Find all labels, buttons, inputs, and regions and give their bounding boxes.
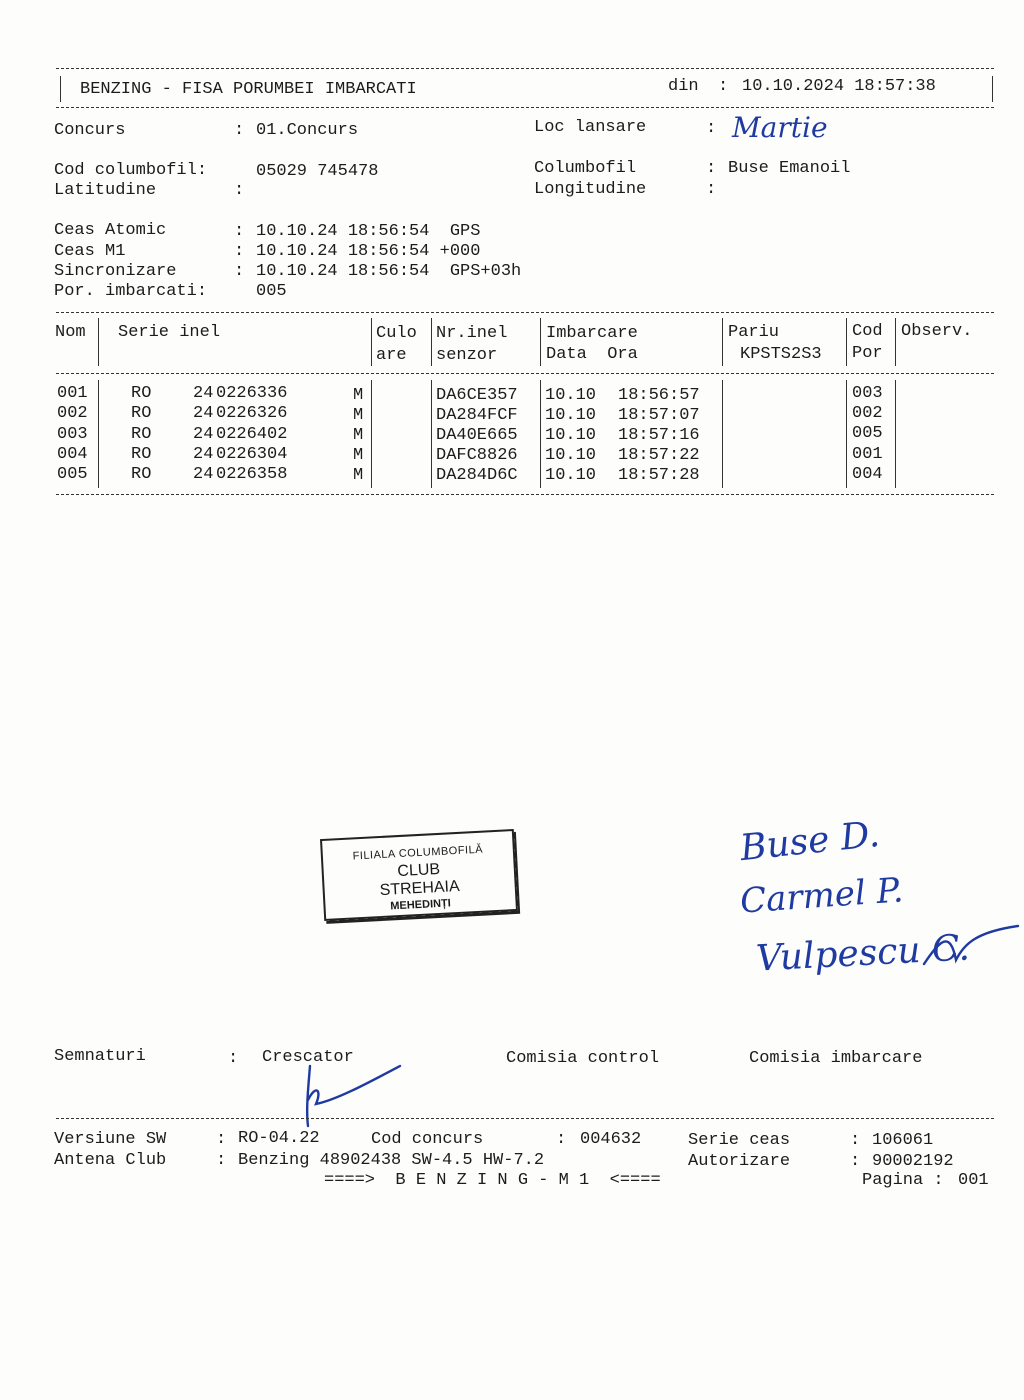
row-nom: 004 xyxy=(57,445,88,464)
versiune-value: RO-04.22 xyxy=(238,1129,320,1148)
header-nom: Nom xyxy=(55,323,86,342)
row-sex: M xyxy=(353,466,364,485)
loc-lansare-label: Loc lansare xyxy=(534,118,647,137)
cod-concurs-label: Cod concurs xyxy=(371,1130,484,1149)
col-sep xyxy=(722,318,723,366)
versiune-label: Versiune SW xyxy=(54,1130,167,1149)
row-data: 10.10 xyxy=(545,446,597,465)
serie-ceas-label: Serie ceas xyxy=(688,1131,791,1150)
header-bottom-border xyxy=(56,107,994,108)
row-cod: 004 xyxy=(852,465,883,484)
row-tara: RO xyxy=(131,445,152,464)
antena-value: Benzing 48902438 SW-4.5 HW-7.2 xyxy=(238,1151,545,1170)
cod-concurs-value: 004632 xyxy=(580,1130,642,1149)
row-an: 24 xyxy=(193,404,214,423)
row-tara: RO xyxy=(131,465,152,484)
row-nom: 003 xyxy=(57,425,88,444)
row-an: 24 xyxy=(193,425,214,444)
cod-columbofil-value: 05029 745478 xyxy=(256,162,379,181)
signatures-label: Semnaturi xyxy=(54,1047,146,1066)
row-nr: 0226358 xyxy=(216,465,288,484)
stamp-line-4: MEHEDINȚI xyxy=(390,897,452,913)
pagina-value: 001 xyxy=(958,1171,989,1190)
table-top-border xyxy=(56,312,994,313)
por-imbarcati-label: Por. imbarcati: xyxy=(54,282,208,301)
header-left-border xyxy=(60,76,61,102)
row-data: 10.10 xyxy=(545,466,597,485)
stamp-line-1: FILIALA COLUMBOFILĂ xyxy=(352,843,484,863)
row-sex: M xyxy=(353,426,364,445)
signature-crescator: Crescator xyxy=(262,1048,354,1067)
versiune-colon: : xyxy=(216,1130,227,1149)
columbofil-label: Columbofil xyxy=(534,159,637,178)
row-senzor: DAFC8826 xyxy=(436,446,518,465)
latitudine-colon: : xyxy=(234,181,245,200)
autorizare-label: Autorizare xyxy=(688,1152,791,1171)
row-cod: 001 xyxy=(852,445,883,464)
row-an: 24 xyxy=(193,465,214,484)
por-imbarcati-value: 005 xyxy=(256,282,287,301)
longitudine-colon: : xyxy=(706,180,717,199)
col-sep xyxy=(431,380,432,488)
serie-ceas-value: 106061 xyxy=(872,1131,934,1150)
header-cod-1: Cod xyxy=(852,322,883,341)
header-serie: Serie inel xyxy=(118,323,221,342)
row-nr: 0226336 xyxy=(216,384,288,403)
antena-colon: : xyxy=(216,1151,227,1170)
row-ora: 18:57:07 xyxy=(618,406,700,425)
row-ora: 18:57:22 xyxy=(618,446,700,465)
col-sep xyxy=(98,380,99,488)
header-pariu-2: KPSTS2S3 xyxy=(740,345,822,364)
autorizare-colon: : xyxy=(850,1152,861,1171)
sincronizare-colon: : xyxy=(234,262,245,281)
row-cod: 005 xyxy=(852,424,883,443)
header-observ: Observ. xyxy=(901,322,973,341)
handwritten-line-1: Buse D. xyxy=(738,813,882,870)
row-cod: 003 xyxy=(852,384,883,403)
header-imbarcare-2: Data Ora xyxy=(546,345,638,364)
row-sex: M xyxy=(353,386,364,405)
concurs-label: Concurs xyxy=(54,121,126,140)
col-sep xyxy=(540,380,541,488)
cod-concurs-colon: : xyxy=(556,1130,567,1149)
table-bottom-border xyxy=(56,494,994,495)
header-culoare-2: are xyxy=(376,346,407,365)
col-sep xyxy=(895,318,896,366)
signature-comisia-imbarcare: Comisia imbarcare xyxy=(749,1049,923,1068)
loc-lansare-value: Martie xyxy=(732,111,828,144)
row-senzor: DA6CE357 xyxy=(436,386,518,405)
row-sex: M xyxy=(353,446,364,465)
row-tara: RO xyxy=(131,425,152,444)
stamp-line-3: STREHAIA xyxy=(379,877,461,900)
handwritten-line-3: Vulpescu C. xyxy=(755,927,971,980)
row-senzor: DA284D6C xyxy=(436,466,518,485)
ceas-atomic-colon: : xyxy=(234,222,245,241)
header-imbarcare-1: Imbarcare xyxy=(546,324,638,343)
row-tara: RO xyxy=(131,404,152,423)
ceas-m1-label: Ceas M1 xyxy=(54,242,126,261)
row-tara: RO xyxy=(131,384,152,403)
row-nr: 0226402 xyxy=(216,425,288,444)
crescator-signature-scribble xyxy=(296,1060,406,1130)
row-nom: 001 xyxy=(57,384,88,403)
row-data: 10.10 xyxy=(545,406,597,425)
footer-top-border xyxy=(56,1118,994,1119)
header-nr-inel-2: senzor xyxy=(436,346,498,365)
row-sex: M xyxy=(353,406,364,425)
columbofil-colon: : xyxy=(706,159,717,178)
signatures-colon: : xyxy=(228,1049,239,1068)
ceas-m1-colon: : xyxy=(234,242,245,261)
row-nom: 002 xyxy=(57,404,88,423)
col-sep xyxy=(722,380,723,488)
date-colon: : xyxy=(718,77,729,96)
col-sep xyxy=(846,380,847,488)
row-cod: 002 xyxy=(852,404,883,423)
header-cod-2: Por xyxy=(852,344,883,363)
col-sep xyxy=(371,318,372,366)
handwritten-flourish xyxy=(920,920,1020,980)
signature-comisia-control: Comisia control xyxy=(506,1049,660,1068)
ceas-m1-value: 10.10.24 18:56:54 +000 xyxy=(256,242,481,261)
antena-label: Antena Club xyxy=(54,1151,167,1170)
club-stamp xyxy=(320,829,518,921)
autorizare-value: 90002192 xyxy=(872,1152,954,1171)
row-an: 24 xyxy=(193,384,214,403)
longitudine-label: Longitudine xyxy=(534,180,647,199)
row-nr: 0226326 xyxy=(216,404,288,423)
concurs-value: 01.Concurs xyxy=(256,121,359,140)
row-nom: 005 xyxy=(57,465,88,484)
col-sep xyxy=(895,380,896,488)
benzing-banner: ====> B E N Z I N G - M 1 <==== xyxy=(324,1171,661,1190)
header-pariu-1: Pariu xyxy=(728,323,780,342)
header-culoare-1: Culo xyxy=(376,324,417,343)
table-header-border xyxy=(56,373,994,374)
serie-ceas-colon: : xyxy=(850,1131,861,1150)
col-sep xyxy=(540,318,541,366)
row-data: 10.10 xyxy=(545,426,597,445)
col-sep xyxy=(846,318,847,366)
cod-columbofil-label: Cod columbofil: xyxy=(54,161,208,180)
sincronizare-label: Sincronizare xyxy=(54,262,177,281)
row-nr: 0226304 xyxy=(216,445,288,464)
col-sep xyxy=(371,380,372,488)
header-top-border xyxy=(56,68,994,69)
pagina-label: Pagina : xyxy=(862,1171,944,1190)
stamp-line-2: CLUB xyxy=(397,860,441,881)
row-an: 24 xyxy=(193,445,214,464)
header-right-border xyxy=(992,76,993,102)
row-senzor: DA284FCF xyxy=(436,406,518,425)
document-title: BENZING - FISA PORUMBEI IMBARCATI xyxy=(80,80,417,99)
header-nr-inel-1: Nr.inel xyxy=(436,324,508,343)
concurs-colon: : xyxy=(234,121,245,140)
row-ora: 18:57:28 xyxy=(618,466,700,485)
columbofil-value: Buse Emanoil xyxy=(728,159,851,178)
row-data: 10.10 xyxy=(545,386,597,405)
date-value: 10.10.2024 18:57:38 xyxy=(742,77,936,96)
date-label: din xyxy=(668,77,699,96)
sincronizare-value: 10.10.24 18:56:54 GPS+03h xyxy=(256,262,522,281)
col-sep xyxy=(431,318,432,366)
row-senzor: DA40E665 xyxy=(436,426,518,445)
ceas-atomic-value: 10.10.24 18:56:54 GPS xyxy=(256,222,481,241)
loc-lansare-colon: : xyxy=(706,119,717,138)
latitudine-label: Latitudine xyxy=(54,181,157,200)
row-ora: 18:56:57 xyxy=(618,386,700,405)
col-sep xyxy=(98,318,99,366)
handwritten-line-2: Carmel P. xyxy=(738,870,905,922)
ceas-atomic-label: Ceas Atomic xyxy=(54,221,167,240)
row-ora: 18:57:16 xyxy=(618,426,700,445)
